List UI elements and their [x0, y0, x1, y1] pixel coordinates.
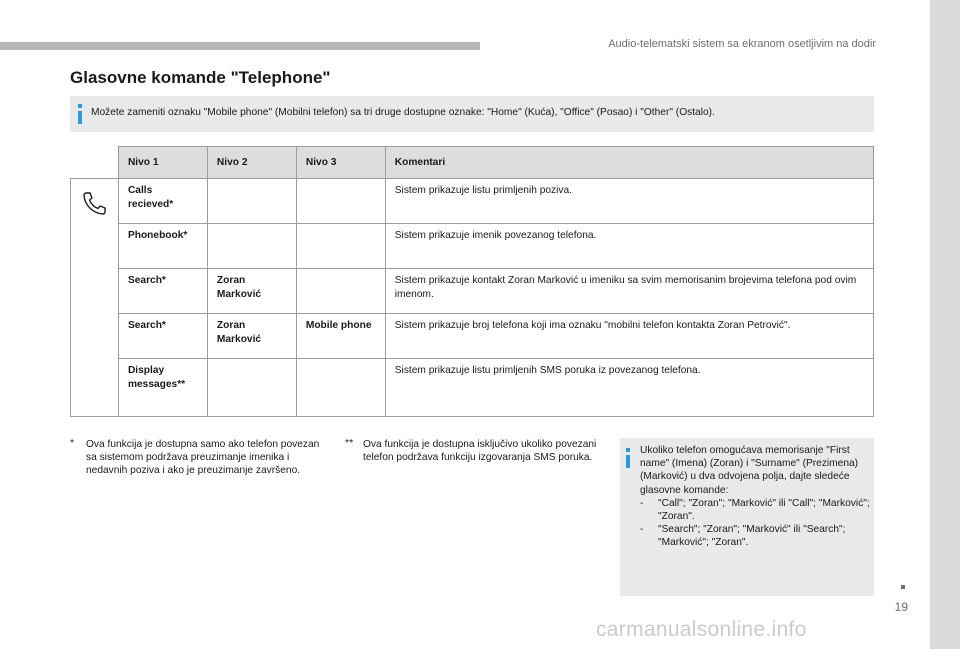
- footnote-marker-double: **: [345, 437, 354, 449]
- section-title: Audio-telematski sistem sa ekranom osetljivim na dodir: [608, 38, 876, 50]
- header-nivo3: Nivo 3: [296, 147, 385, 179]
- tip-box: [620, 438, 874, 596]
- tip-item-text: "Call"; "Zoran"; "Marković" ili "Call"; "Marković"; "Zoran".: [658, 497, 870, 523]
- table-row: [71, 359, 874, 417]
- cell-level3: [296, 179, 385, 224]
- table-header-row: [71, 147, 874, 179]
- cell-comment: Sistem prikazuje listu primljenih poziva.: [385, 179, 873, 224]
- tip-text: [640, 444, 870, 550]
- cell-level1: Display messages**: [118, 359, 207, 417]
- cell-level3: [296, 359, 385, 417]
- page-title: Glasovne komande "Telephone": [70, 68, 331, 87]
- cell-comment: Sistem prikazuje broj telefona koji ima oznaku "mobilni telefon kontakta Zoran Petrović".: [385, 314, 873, 359]
- voice-command-table: [70, 146, 874, 417]
- cell-level1: Search*: [118, 269, 207, 314]
- cell-level3: [296, 269, 385, 314]
- cell-comment: Sistem prikazuje listu primljenih SMS poruka iz povezanog telefona.: [385, 359, 873, 417]
- cell-level2: Zoran Marković: [207, 314, 296, 359]
- watermark: carmanualsonline.info: [596, 618, 807, 641]
- tip-item-text: "Search"; "Zoran"; "Marković" ili "Search"; "Marković"; "Zoran".: [658, 524, 846, 549]
- header-nivo2: Nivo 2: [207, 147, 296, 179]
- cell-comment: Sistem prikazuje imenik povezanog telefona.: [385, 224, 873, 269]
- page-marker-dot: [901, 585, 905, 589]
- cell-level1: Search*: [118, 314, 207, 359]
- info-icon: [626, 448, 630, 468]
- tip-dash: -: [640, 524, 644, 536]
- info-note-text: Možete zameniti oznaku "Mobile phone" (Mobilni telefon) sa tri druge dostupne oznake: "Home" (Kuća), "Office" (Posao) i "Other" (Ostalo).: [91, 107, 715, 118]
- cell-level3: Mobile phone: [296, 314, 385, 359]
- cell-level2: Zoran Marković: [207, 269, 296, 314]
- tip-list-item: [640, 497, 870, 523]
- cell-comment: Sistem prikazuje kontakt Zoran Marković u imeniku sa svim memorisanim brojevima telefona pod ovim imenom.: [385, 269, 873, 314]
- header-nivo1: Nivo 1: [118, 147, 207, 179]
- table-row: [71, 179, 874, 224]
- table-row: [71, 224, 874, 269]
- tip-intro: Ukoliko telefon omogućava memorisanje "First name" (Imena) (Zoran) i "Surname" (Prezimena) (Marković) u dva odvojena polja, dajte sledeće glasovne komande:: [640, 445, 859, 496]
- header-komentari: Komentari: [385, 147, 873, 179]
- table-row: [71, 314, 874, 359]
- cell-level1: Phonebook*: [118, 224, 207, 269]
- cell-level2: [207, 359, 296, 417]
- cell-level3: [296, 224, 385, 269]
- cell-level2: [207, 224, 296, 269]
- tip-list-item: [640, 523, 870, 549]
- footnote-single-star: Ova funkcija je dostupna samo ako telefon povezan sa sistemom podržava preuzimanje imenika i nedavnih poziva i ako je preuzimanje završeno.: [86, 439, 320, 476]
- cell-level1: Calls recieved*: [118, 179, 207, 224]
- info-icon: [78, 104, 82, 124]
- page-edge-strip: [930, 0, 960, 649]
- page-number: 19: [894, 600, 908, 614]
- header-bar: [0, 42, 480, 50]
- footnote-double-star: Ova funkcija je dostupna isključivo ukoliko povezani telefon podržava funkciju izgovaranja SMS poruka.: [363, 439, 597, 463]
- cell-level2: [207, 179, 296, 224]
- icon-column-cell: [71, 179, 119, 417]
- header-blank-cell: [71, 147, 119, 179]
- footnote-marker-single: *: [70, 437, 75, 449]
- info-note-box: [70, 96, 874, 132]
- table-row: [71, 269, 874, 314]
- tip-dash: -: [640, 497, 644, 509]
